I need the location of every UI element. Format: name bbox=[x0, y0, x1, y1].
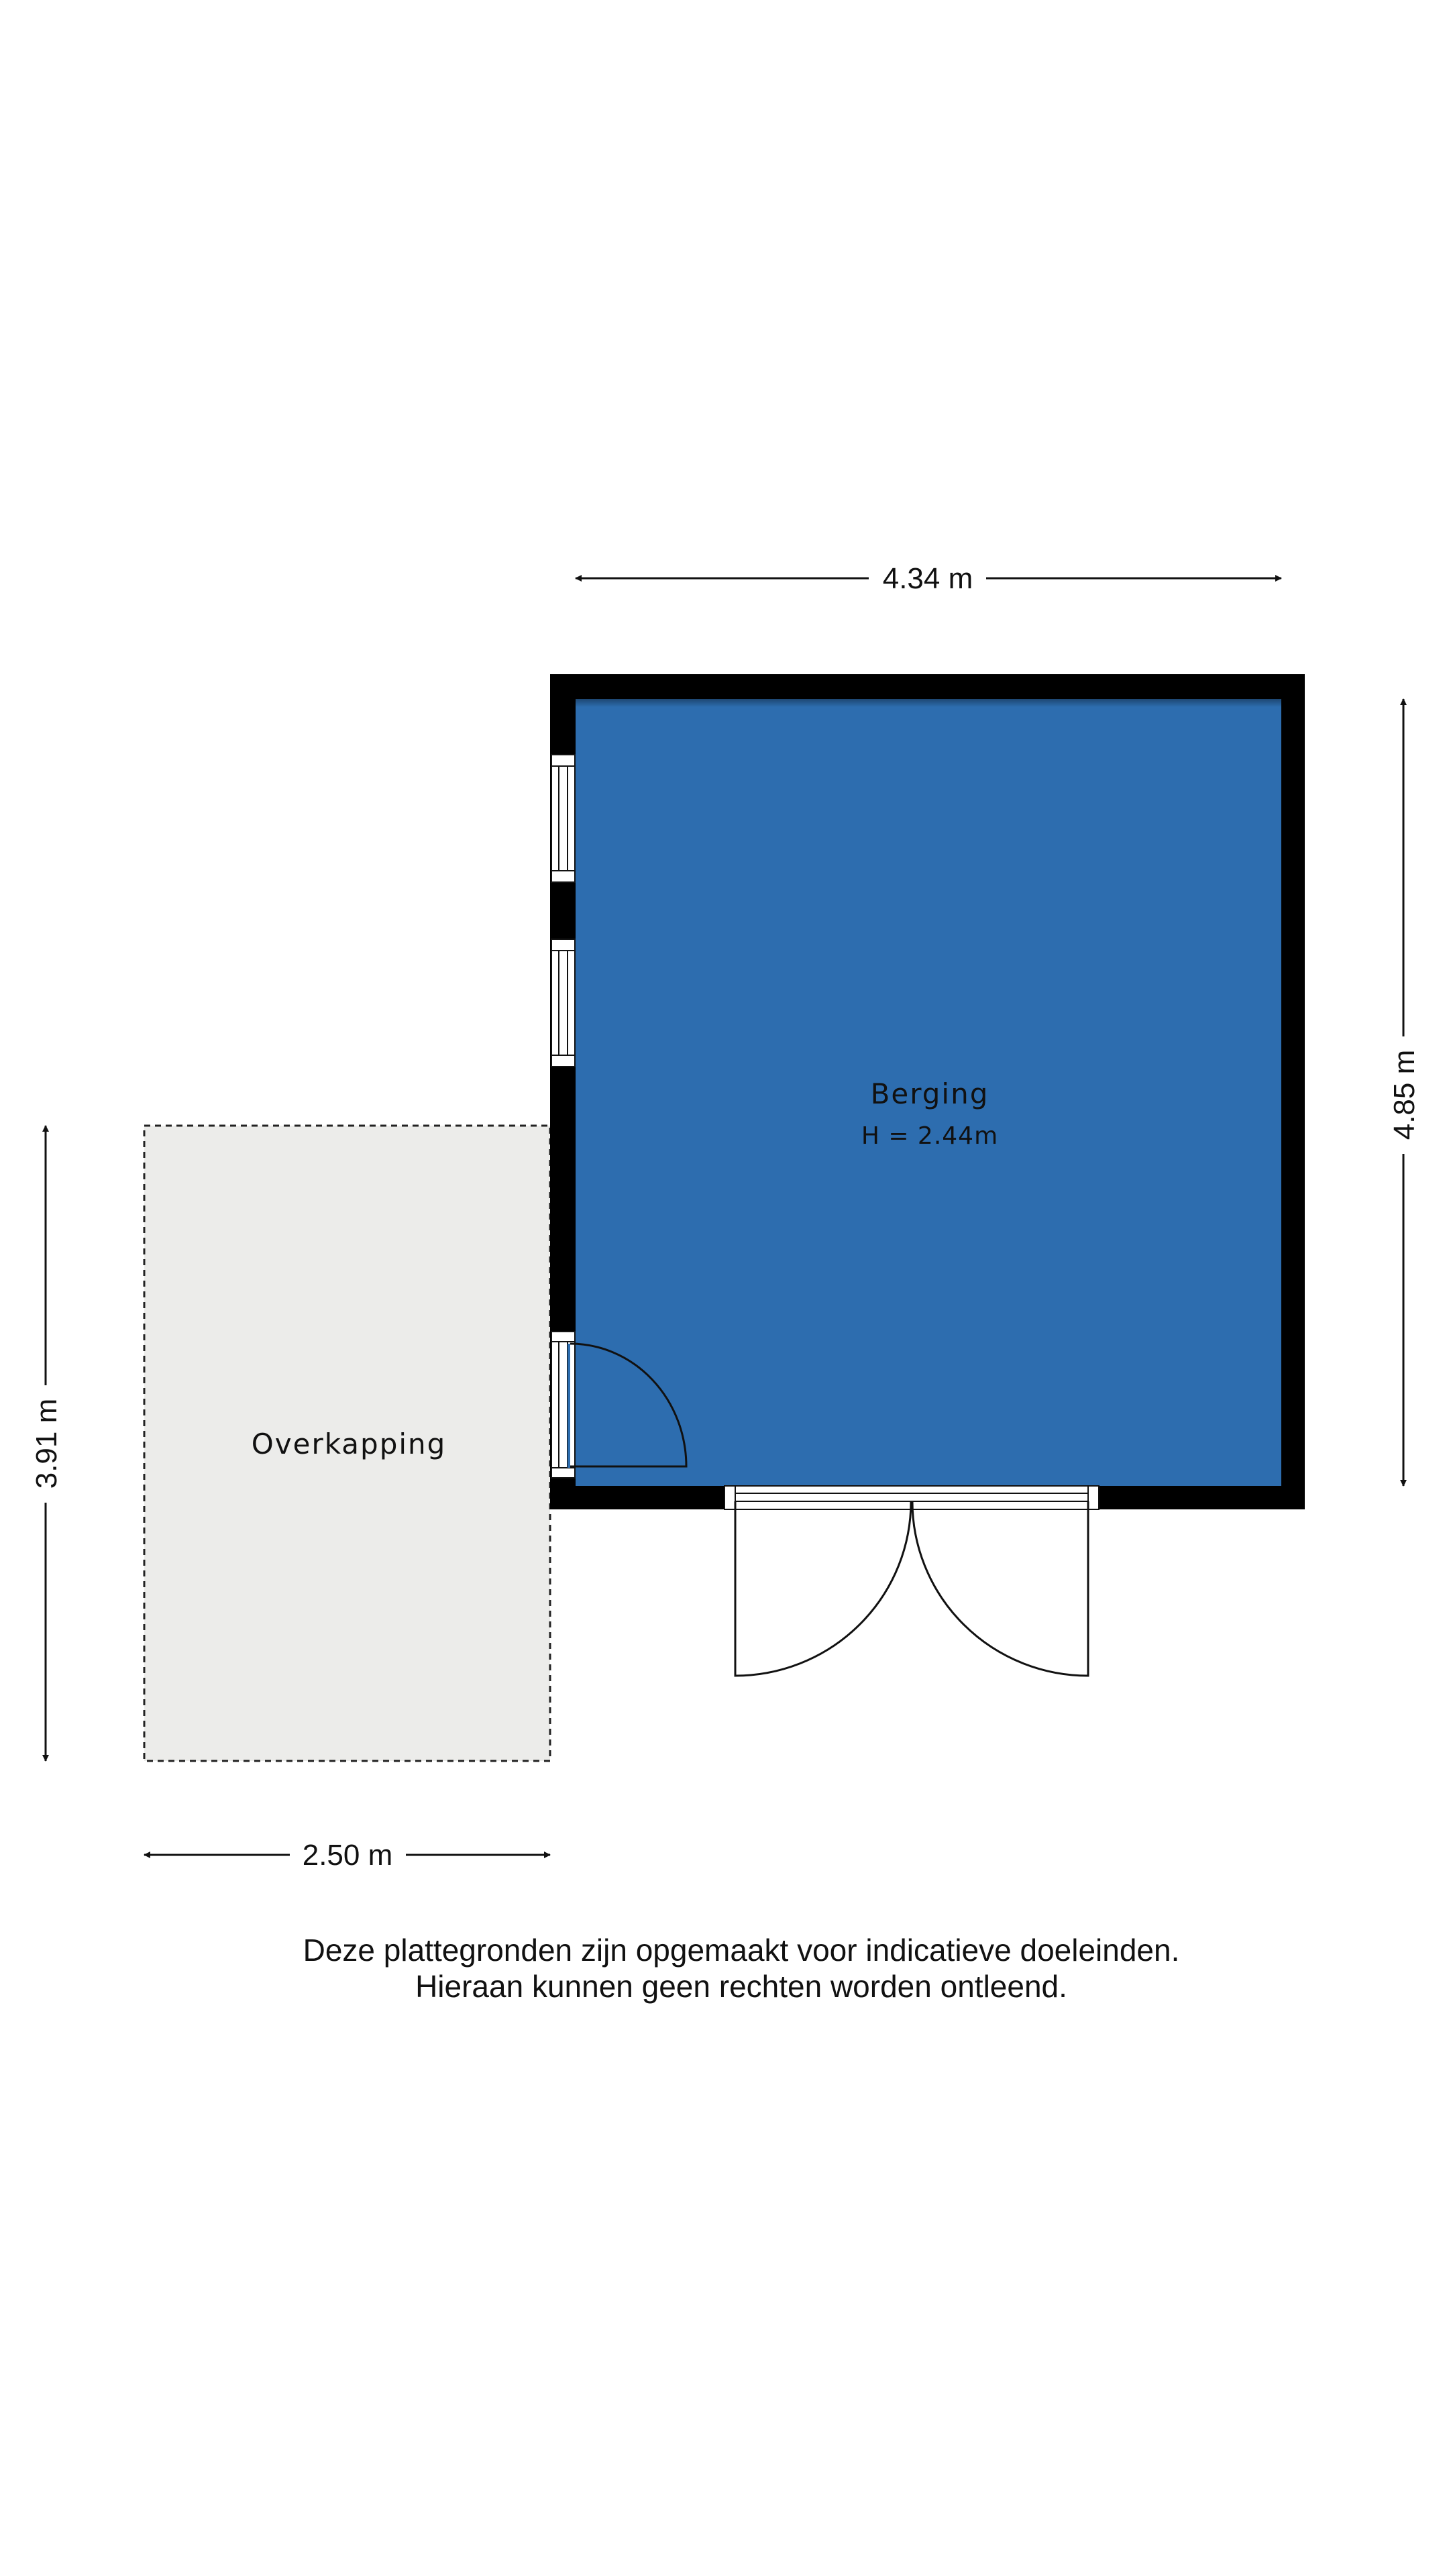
window-left-lower bbox=[551, 939, 575, 1067]
double-door bbox=[724, 1486, 1099, 1676]
berging-label: Berging bbox=[870, 1077, 989, 1110]
dimension-overkapping-width bbox=[144, 1839, 550, 1872]
berging-height: H = 2.44m bbox=[861, 1122, 999, 1150]
dimension-label-berging-width: 4.34 m bbox=[882, 562, 973, 595]
dimension-overkapping-depth bbox=[30, 1126, 63, 1761]
overkapping-label: Overkapping bbox=[251, 1428, 447, 1460]
disclaimer bbox=[0, 1932, 1449, 2004]
dimension-berging-depth bbox=[1388, 699, 1421, 1486]
disclaimer-line-1: Deze plattegronden zijn opgemaakt voor indicatieve doeleinden. bbox=[303, 1933, 1180, 1968]
dimension-label-overkapping-width: 2.50 m bbox=[302, 1839, 393, 1872]
dimension-label-overkapping-depth: 3.91 m bbox=[30, 1398, 63, 1489]
disclaimer-line-2: Hieraan kunnen geen rechten worden ontleend. bbox=[415, 1969, 1067, 2004]
dimension-berging-width bbox=[576, 562, 1281, 595]
window-left-upper bbox=[551, 755, 575, 882]
dimension-label-berging-depth: 4.85 m bbox=[1388, 1049, 1421, 1140]
